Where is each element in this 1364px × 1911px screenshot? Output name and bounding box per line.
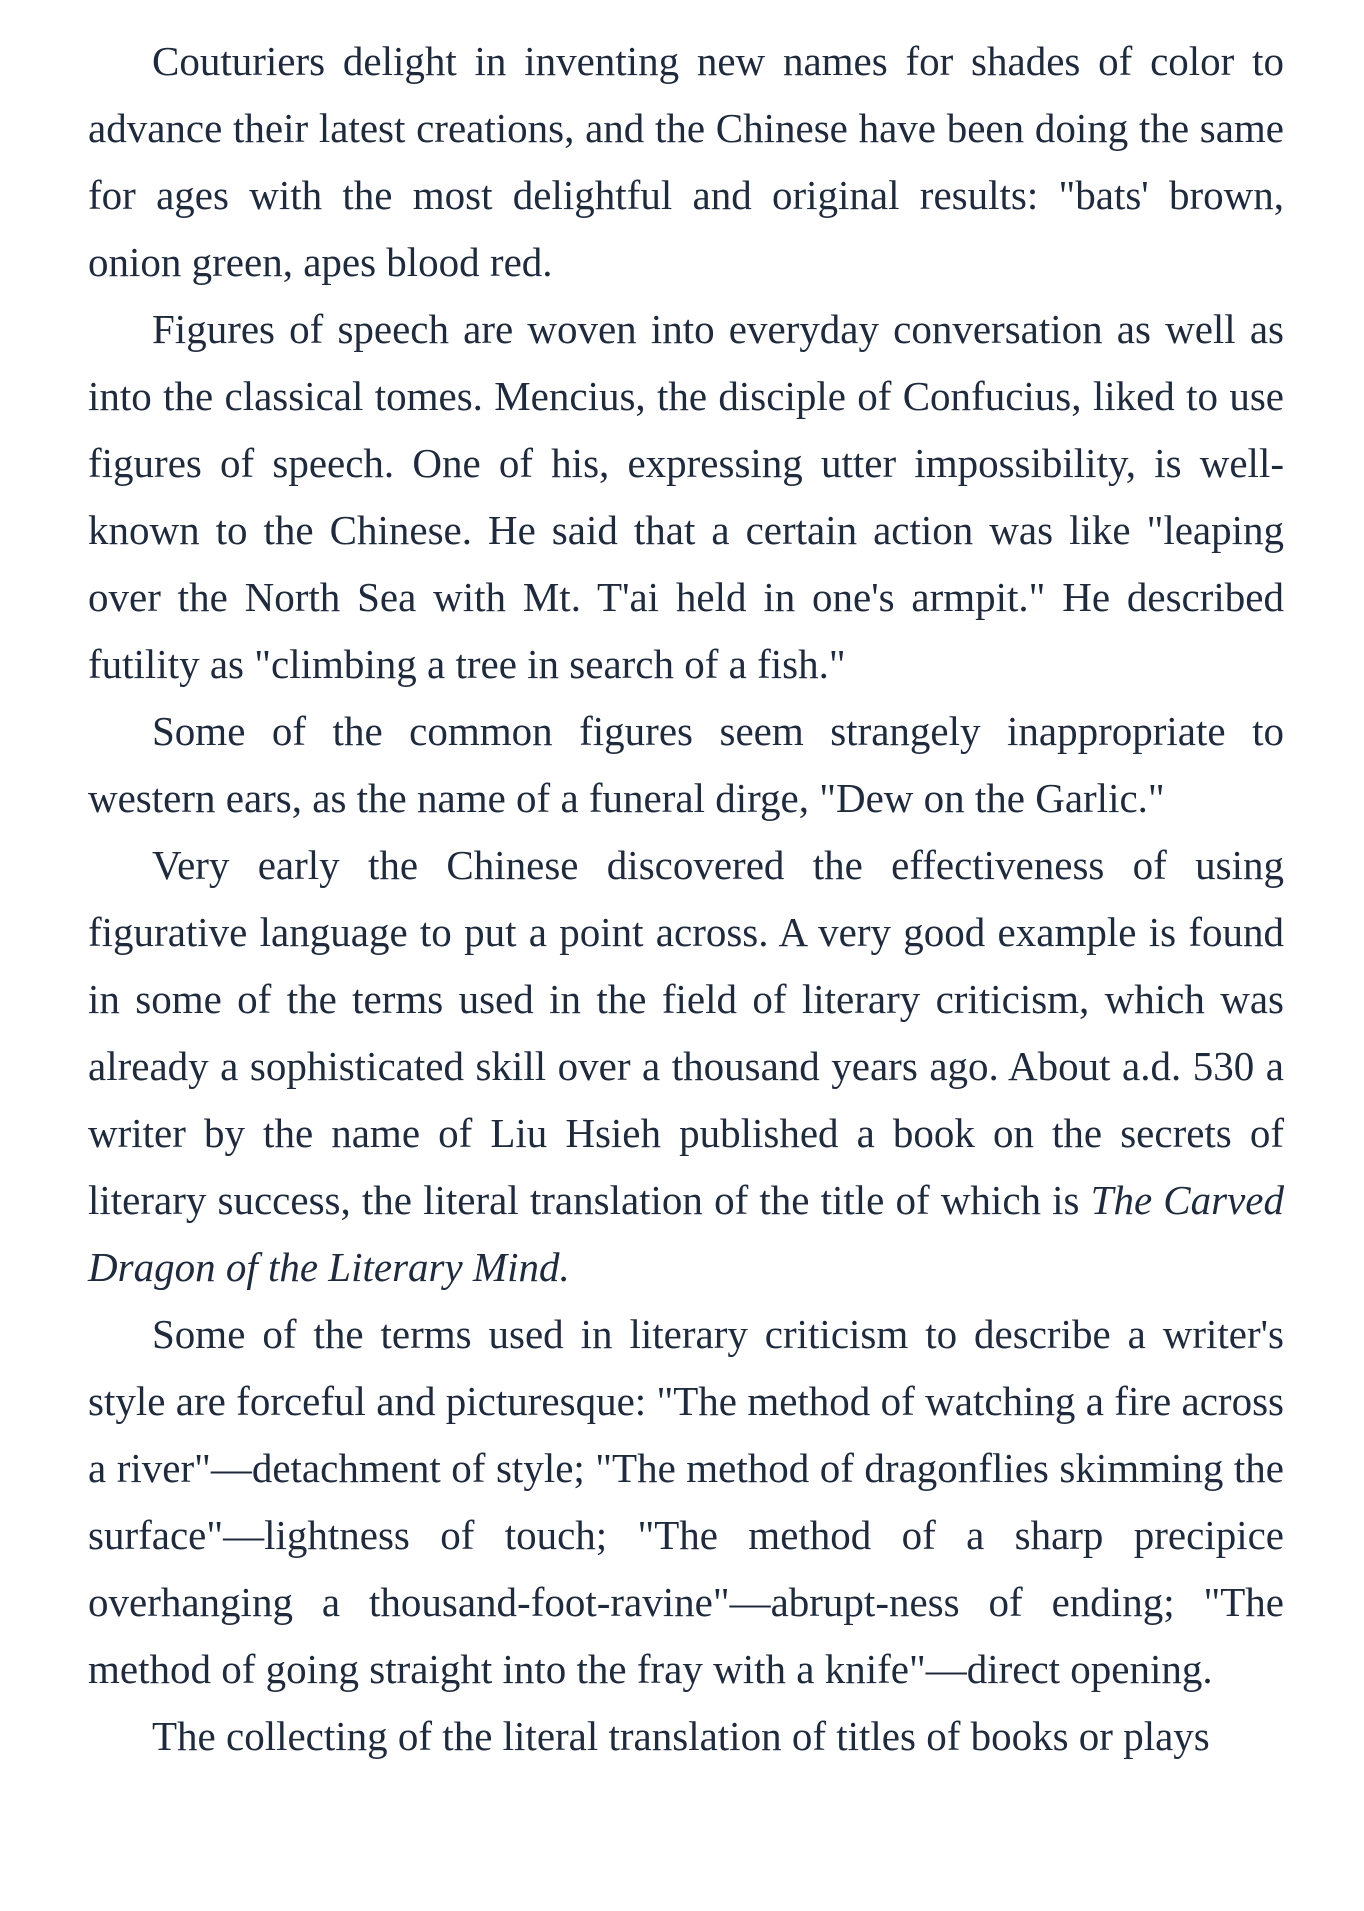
paragraph-titles-collecting: The collecting of the literal translation of titles of books or plays (152, 1713, 1210, 1759)
book-title: The Carved Dragon of the Literary Mind. (88, 1177, 1284, 1290)
paragraph-funeral-dirge: Some of the common figures seem strangely inappropriate to western ears, as the name of a funeral dirge, "Dew on the Garlic." (88, 708, 1284, 821)
paragraph-text: Very early the Chinese discovered the effectiveness of using figurative language to put a point across. A very good example is found in some of the terms used in the field of literary criticism, which was already a sophisticated skill over a thousand years ago. About a.d. 530 a writer by the name of Liu Hsieh published a book on the secrets of literary success, the literal translation of the title of which is (88, 842, 1284, 1223)
paragraph-figures-of-speech: Figures of speech are woven into everyday conversation as well as into the classical tomes. Mencius, the disciple of Confucius, liked to use figures of speech. One of his, expressing utter impossibility, is well-known to the Chinese. He said that a certain action was like "leaping over the North Sea with Mt. T'ai held in one's armpit." He described futility as "climbing a tree in search of a fish." (88, 306, 1284, 687)
paragraph-style-terms: Some of the terms used in literary criticism to describe a writer's style are forceful and picturesque: "The method of watching a fire across a river"—detachment of style; "The method of dragonflies skimming the surface"—lightness of touch; "The method of a sharp precipice overhanging a thousand-foot-ravine"—abrupt-ness of ending; "The method of going straight into the fray with a knife"—direct opening. (88, 1311, 1284, 1692)
paragraph-color-names: Couturiers delight in inventing new names for shades of color to advance their latest creations, and the Chinese have been doing the same for ages with the most delightful and original results: "bats' brown, onion green, apes blood red. (88, 38, 1284, 285)
paragraph-literary-criticism (88, 832, 1284, 1301)
